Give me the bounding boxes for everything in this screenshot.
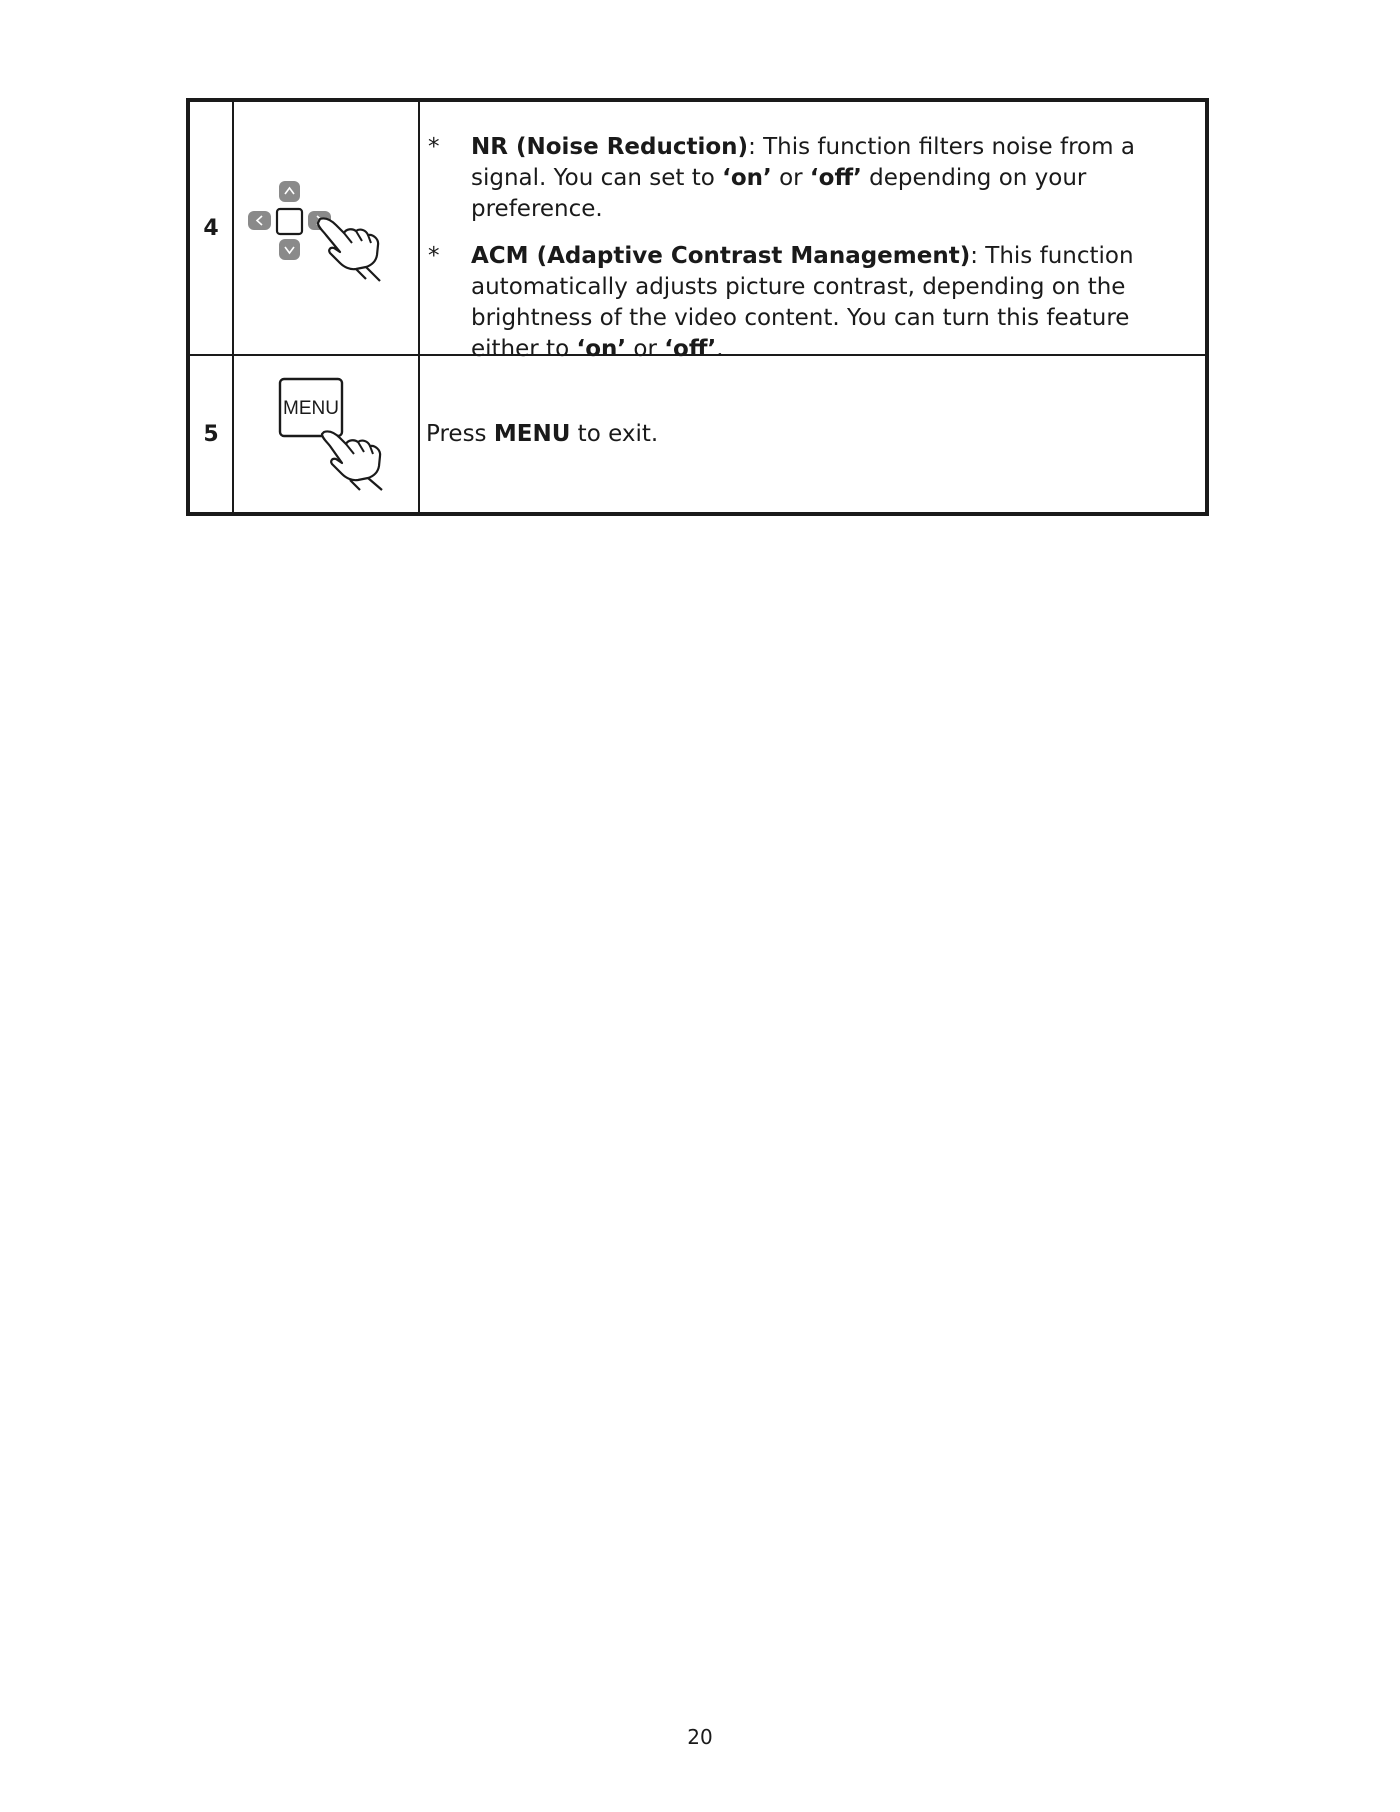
exit-instruction bbox=[426, 419, 658, 450]
page-number: 20 bbox=[687, 1725, 713, 1749]
bullet-marker: * bbox=[428, 243, 440, 269]
nr-term: NR (Noise Reduction) bbox=[471, 134, 749, 160]
or-text: or bbox=[626, 336, 665, 362]
menu-keyword: MENU bbox=[493, 420, 571, 447]
acm-text: : This function automatically adjusts picture contrast, depending on the brightness of the video content. You can turn this feature either to bbox=[471, 243, 1134, 362]
acm-tail: . bbox=[716, 336, 724, 362]
menu-button-press-icon bbox=[234, 356, 420, 512]
bullet-marker: * bbox=[428, 134, 440, 160]
menu-button-illustration bbox=[246, 374, 406, 494]
step-description bbox=[420, 356, 1205, 512]
exit-text: to exit. bbox=[570, 420, 659, 447]
on-value: ‘on’ bbox=[722, 165, 772, 191]
acm-bullet bbox=[426, 241, 1185, 365]
bullet-text bbox=[471, 132, 1185, 225]
bullet-text bbox=[471, 241, 1185, 365]
on-value: ‘on’ bbox=[576, 336, 627, 362]
or-text: or bbox=[771, 165, 810, 191]
acm-term: ACM (Adaptive Contrast Management) bbox=[471, 243, 971, 269]
step-number: 5 bbox=[190, 356, 234, 512]
press-text: Press bbox=[426, 420, 494, 447]
dpad-illustration bbox=[246, 173, 406, 283]
dpad-right-press-icon bbox=[234, 102, 420, 356]
steps-table bbox=[186, 98, 1209, 516]
off-value: ‘off’ bbox=[664, 336, 717, 362]
nr-text: : This function filters noise from a signal. You can set to bbox=[471, 134, 1135, 191]
nr-bullet bbox=[426, 132, 1185, 225]
off-value: ‘off’ bbox=[809, 165, 862, 191]
step-description bbox=[420, 102, 1205, 362]
step-number: 4 bbox=[190, 102, 234, 356]
menu-button-label: MENU bbox=[283, 398, 339, 419]
nr-tail: depending on your preference. bbox=[471, 165, 1087, 222]
